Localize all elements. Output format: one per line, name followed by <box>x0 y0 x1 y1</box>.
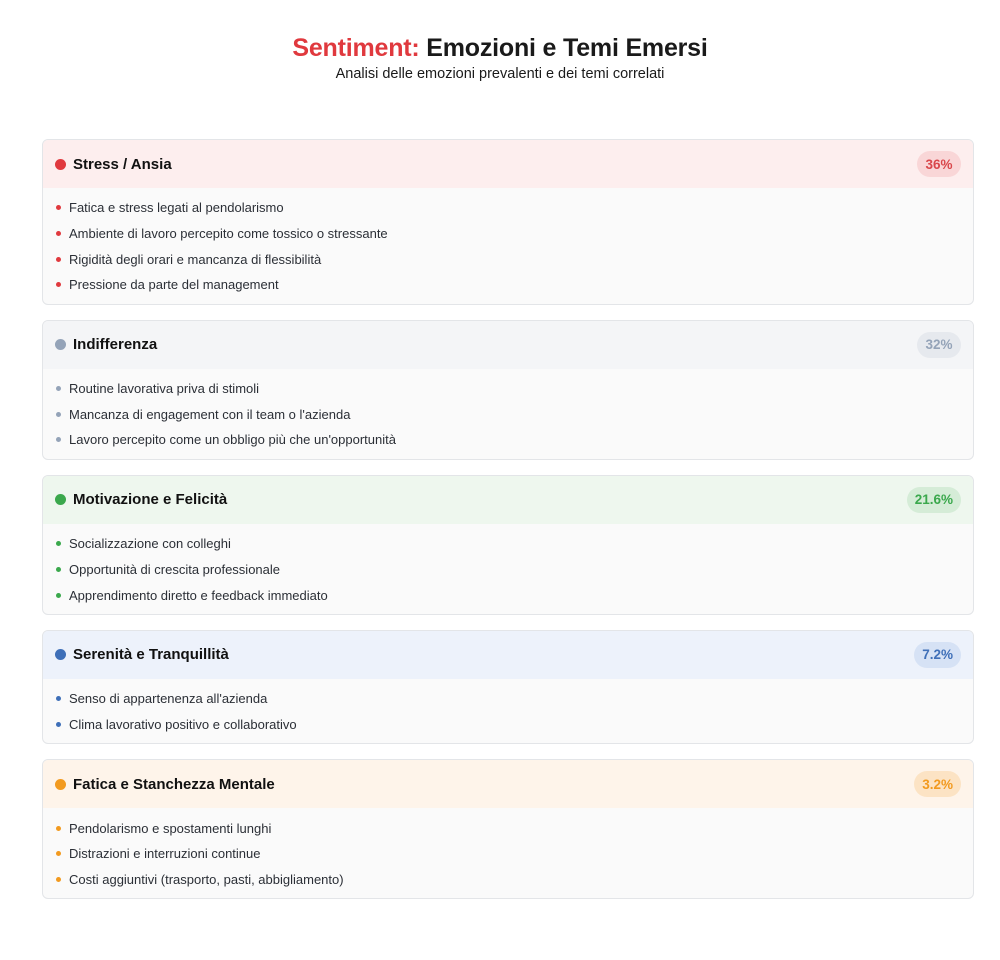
list-item <box>55 376 961 402</box>
card-header <box>43 760 973 808</box>
item-text: Socializzazione con colleghi <box>69 536 231 552</box>
sentiment-card-stress <box>42 139 974 305</box>
list-item <box>55 841 961 867</box>
bullet-icon <box>56 282 61 287</box>
theme-list <box>43 369 973 459</box>
item-text: Clima lavorativo positivo e collaborativo <box>69 716 297 732</box>
list-item <box>55 401 961 427</box>
percent-badge: 36% <box>917 151 961 177</box>
list-item <box>55 686 961 712</box>
card-header <box>43 140 973 188</box>
bullet-icon <box>56 541 61 546</box>
bullet-icon <box>56 696 61 701</box>
percent-badge: 3.2% <box>914 771 961 797</box>
card-header <box>43 631 973 679</box>
item-text: Pressione da parte del management <box>69 277 279 293</box>
percent-badge: 21.6% <box>907 487 961 513</box>
card-title: Motivazione e Felicità <box>73 491 228 509</box>
item-text: Mancanza di engagement con il team o l'azienda <box>69 406 351 422</box>
bullet-icon <box>56 567 61 572</box>
bullet-icon <box>56 437 61 442</box>
list-item <box>55 531 961 557</box>
orange-dot-icon <box>55 779 66 790</box>
card-title: Fatica e Stanchezza Mentale <box>73 775 275 793</box>
item-text: Senso di appartenenza all'azienda <box>69 691 268 707</box>
theme-list <box>43 188 973 304</box>
title-accent: Sentiment: <box>292 34 420 62</box>
bullet-icon <box>56 231 61 236</box>
sentiment-cards <box>42 139 974 914</box>
blue-dot-icon <box>55 649 66 660</box>
card-header <box>43 321 973 369</box>
item-text: Apprendimento diretto e feedback immediato <box>69 587 328 603</box>
item-text: Pendolarismo e spostamenti lunghi <box>69 820 272 836</box>
title-rest: Emozioni e Temi Emersi <box>426 34 708 62</box>
bullet-icon <box>56 826 61 831</box>
gray-dot-icon <box>55 339 66 350</box>
card-title: Stress / Ansia <box>73 155 172 173</box>
card-title: Indifferenza <box>73 336 158 354</box>
bullet-icon <box>56 386 61 391</box>
header <box>0 0 1000 83</box>
list-item <box>55 272 961 298</box>
page-subtitle: Analisi delle emozioni prevalenti e dei temi correlati <box>335 66 665 82</box>
item-text: Routine lavorativa priva di stimoli <box>69 381 260 397</box>
item-text: Distrazioni e interruzioni continue <box>69 846 261 862</box>
bullet-icon <box>56 205 61 210</box>
list-item <box>55 582 961 608</box>
list-item <box>55 867 961 893</box>
sentiment-card-indifferenza <box>42 320 974 460</box>
bullet-icon <box>56 412 61 417</box>
bullet-icon <box>56 722 61 727</box>
card-title: Serenità e Tranquillità <box>73 646 229 664</box>
sentiment-card-serenita <box>42 630 974 744</box>
theme-list <box>43 524 973 614</box>
item-text: Ambiente di lavoro percepito come tossico o stressante <box>69 226 388 242</box>
card-header <box>43 476 973 524</box>
list-item <box>55 427 961 453</box>
item-text: Costi aggiuntivi (trasporto, pasti, abbigliamento) <box>69 871 344 887</box>
percent-badge: 7.2% <box>914 642 961 668</box>
item-text: Lavoro percepito come un obbligo più che un'opportunità <box>69 432 396 448</box>
list-item <box>55 712 961 738</box>
list-item <box>55 246 961 272</box>
list-item <box>55 195 961 221</box>
theme-list <box>43 808 973 898</box>
item-text: Rigidità degli orari e mancanza di flessibilità <box>69 251 322 267</box>
percent-badge: 32% <box>917 332 961 358</box>
bullet-icon <box>56 877 61 882</box>
red-dot-icon <box>55 159 66 170</box>
list-item <box>55 221 961 247</box>
bullet-icon <box>56 593 61 598</box>
bullet-icon <box>56 851 61 856</box>
bullet-icon <box>56 257 61 262</box>
sentiment-card-motivazione <box>42 475 974 615</box>
green-dot-icon <box>55 494 66 505</box>
list-item <box>55 557 961 583</box>
item-text: Opportunità di crescita professionale <box>69 561 281 577</box>
page-title <box>0 33 1000 63</box>
sentiment-card-fatica <box>42 759 974 899</box>
list-item <box>55 815 961 841</box>
item-text: Fatica e stress legati al pendolarismo <box>69 200 284 216</box>
theme-list <box>43 679 973 743</box>
